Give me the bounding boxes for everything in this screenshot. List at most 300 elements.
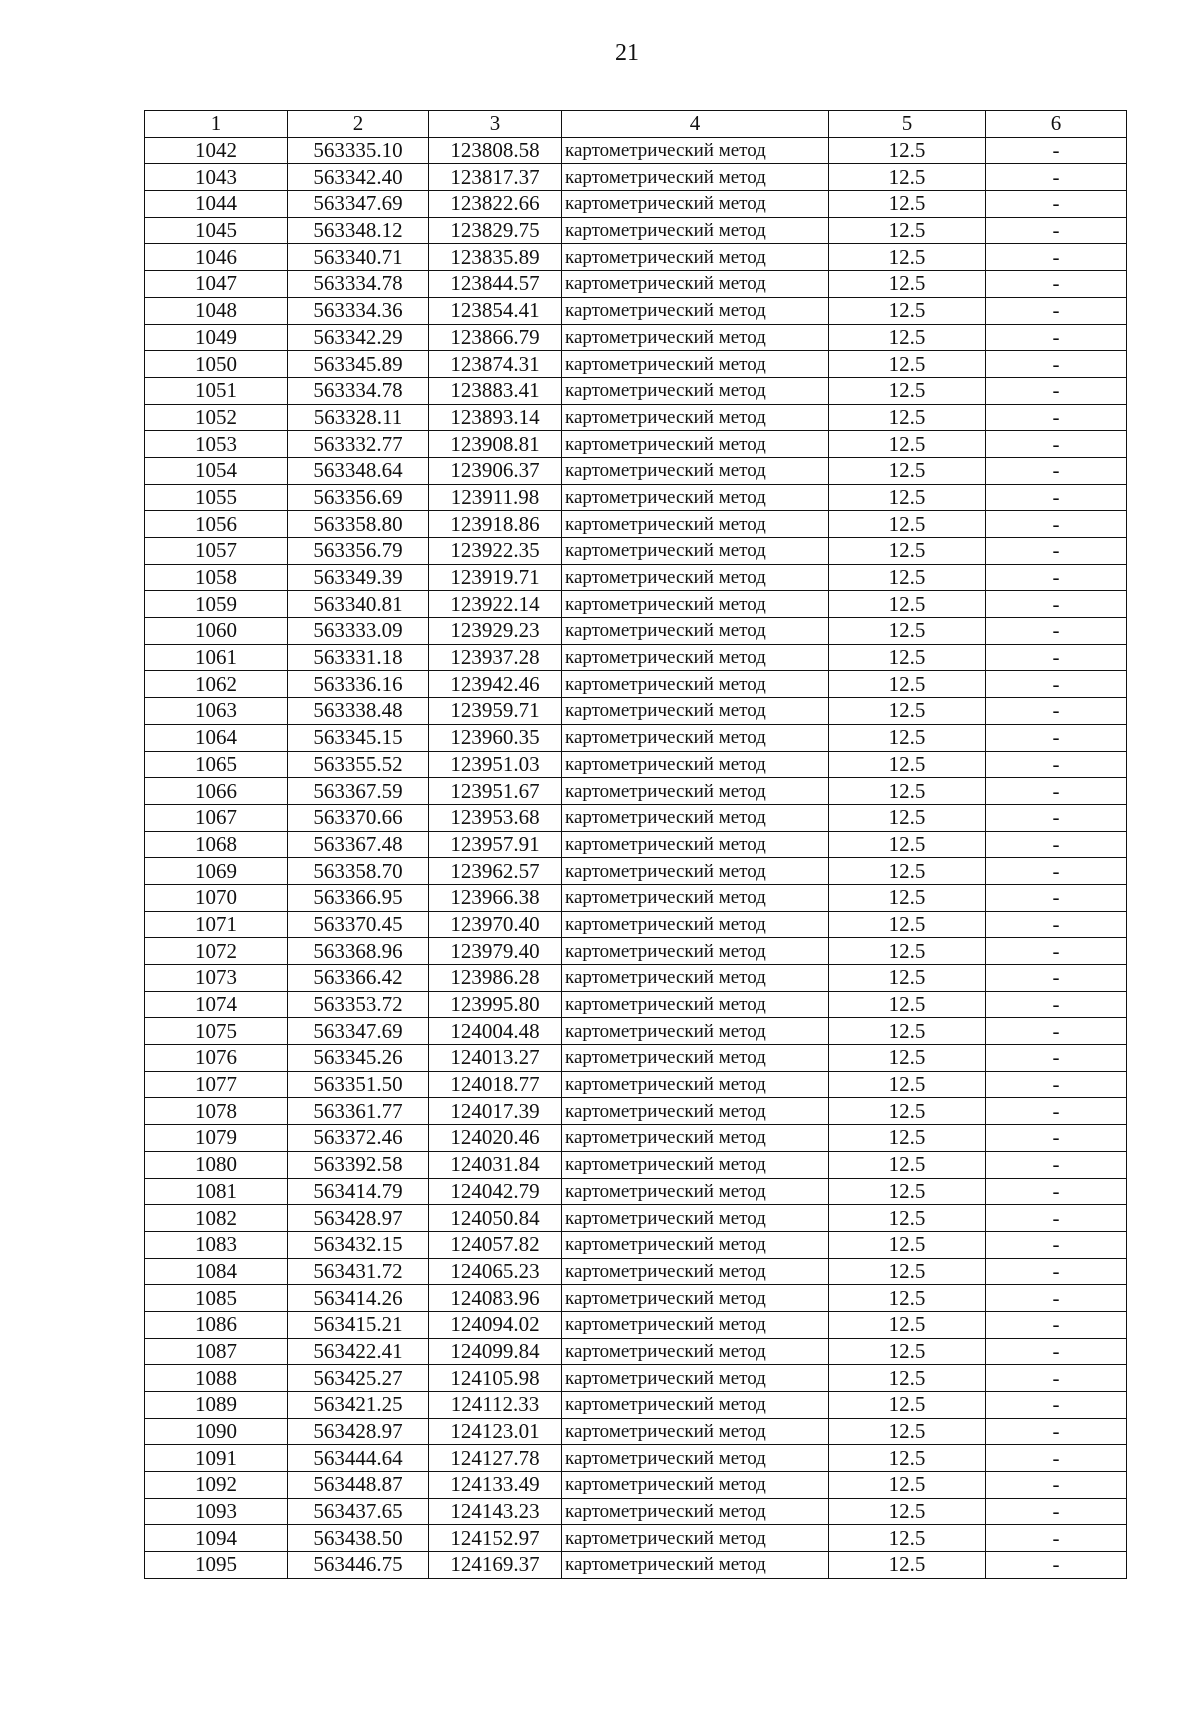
- y-coordinate-cell: 123808.58: [429, 137, 562, 164]
- point-number-cell: 1044: [145, 191, 288, 218]
- point-number-cell: 1074: [145, 991, 288, 1018]
- y-coordinate-cell: 123911.98: [429, 484, 562, 511]
- method-cell: картометрический метод: [562, 1472, 829, 1499]
- description-cell: -: [986, 1472, 1127, 1499]
- accuracy-cell: 12.5: [829, 724, 986, 751]
- description-cell: -: [986, 1498, 1127, 1525]
- y-coordinate-cell: 123874.31: [429, 351, 562, 378]
- point-number-cell: 1057: [145, 538, 288, 565]
- point-number-cell: 1052: [145, 404, 288, 431]
- point-number-cell: 1060: [145, 618, 288, 645]
- table-row: [145, 991, 1127, 1018]
- description-cell: -: [986, 271, 1127, 298]
- accuracy-cell: 12.5: [829, 591, 986, 618]
- method-cell: картометрический метод: [562, 244, 829, 271]
- table-row: [145, 1071, 1127, 1098]
- column-header: 5: [829, 111, 986, 138]
- table-row: [145, 457, 1127, 484]
- accuracy-cell: 12.5: [829, 1151, 986, 1178]
- method-cell: картометрический метод: [562, 671, 829, 698]
- point-number-cell: 1091: [145, 1445, 288, 1472]
- x-coordinate-cell: 563347.69: [288, 191, 429, 218]
- description-cell: -: [986, 884, 1127, 911]
- x-coordinate-cell: 563334.36: [288, 297, 429, 324]
- x-coordinate-cell: 563356.69: [288, 484, 429, 511]
- y-coordinate-cell: 123979.40: [429, 938, 562, 965]
- x-coordinate-cell: 563368.96: [288, 938, 429, 965]
- method-cell: картометрический метод: [562, 1151, 829, 1178]
- y-coordinate-cell: 124099.84: [429, 1338, 562, 1365]
- table-row: [145, 1498, 1127, 1525]
- y-coordinate-cell: 123951.03: [429, 751, 562, 778]
- page-number: 21: [615, 40, 639, 66]
- accuracy-cell: 12.5: [829, 1045, 986, 1072]
- accuracy-cell: 12.5: [829, 884, 986, 911]
- x-coordinate-cell: 563370.66: [288, 804, 429, 831]
- point-number-cell: 1043: [145, 164, 288, 191]
- description-cell: -: [986, 1125, 1127, 1152]
- table-row: [145, 1365, 1127, 1392]
- column-header: 2: [288, 111, 429, 138]
- accuracy-cell: 12.5: [829, 1498, 986, 1525]
- x-coordinate-cell: 563367.59: [288, 778, 429, 805]
- coordinates-table: [144, 110, 1127, 1579]
- table-row: [145, 751, 1127, 778]
- point-number-cell: 1086: [145, 1311, 288, 1338]
- x-coordinate-cell: 563372.46: [288, 1125, 429, 1152]
- table-row: [145, 1285, 1127, 1312]
- table-row: [145, 911, 1127, 938]
- point-number-cell: 1058: [145, 564, 288, 591]
- y-coordinate-cell: 123922.14: [429, 591, 562, 618]
- y-coordinate-cell: 123986.28: [429, 965, 562, 992]
- x-coordinate-cell: 563334.78: [288, 377, 429, 404]
- table-row: [145, 351, 1127, 378]
- accuracy-cell: 12.5: [829, 244, 986, 271]
- method-cell: картометрический метод: [562, 351, 829, 378]
- y-coordinate-cell: 124169.37: [429, 1552, 562, 1579]
- accuracy-cell: 12.5: [829, 297, 986, 324]
- accuracy-cell: 12.5: [829, 618, 986, 645]
- description-cell: -: [986, 137, 1127, 164]
- description-cell: -: [986, 191, 1127, 218]
- description-cell: -: [986, 1552, 1127, 1579]
- table-row: [145, 564, 1127, 591]
- y-coordinate-cell: 123951.67: [429, 778, 562, 805]
- point-number-cell: 1095: [145, 1552, 288, 1579]
- y-coordinate-cell: 124004.48: [429, 1018, 562, 1045]
- table-row: [145, 1311, 1127, 1338]
- x-coordinate-cell: 563421.25: [288, 1392, 429, 1419]
- table-row: [145, 1205, 1127, 1232]
- method-cell: картометрический метод: [562, 297, 829, 324]
- description-cell: -: [986, 457, 1127, 484]
- method-cell: картометрический метод: [562, 1365, 829, 1392]
- method-cell: картометрический метод: [562, 1045, 829, 1072]
- table-row: [145, 404, 1127, 431]
- description-cell: -: [986, 1071, 1127, 1098]
- description-cell: -: [986, 804, 1127, 831]
- accuracy-cell: 12.5: [829, 831, 986, 858]
- x-coordinate-cell: 563361.77: [288, 1098, 429, 1125]
- table-row: [145, 1045, 1127, 1072]
- y-coordinate-cell: 123929.23: [429, 618, 562, 645]
- y-coordinate-cell: 123942.46: [429, 671, 562, 698]
- y-coordinate-cell: 123970.40: [429, 911, 562, 938]
- point-number-cell: 1065: [145, 751, 288, 778]
- y-coordinate-cell: 123893.14: [429, 404, 562, 431]
- accuracy-cell: 12.5: [829, 431, 986, 458]
- point-number-cell: 1073: [145, 965, 288, 992]
- description-cell: -: [986, 1285, 1127, 1312]
- y-coordinate-cell: 124042.79: [429, 1178, 562, 1205]
- point-number-cell: 1066: [145, 778, 288, 805]
- description-cell: -: [986, 297, 1127, 324]
- description-cell: -: [986, 1045, 1127, 1072]
- description-cell: -: [986, 164, 1127, 191]
- method-cell: картометрический метод: [562, 884, 829, 911]
- description-cell: -: [986, 324, 1127, 351]
- description-cell: -: [986, 1258, 1127, 1285]
- description-cell: -: [986, 431, 1127, 458]
- accuracy-cell: 12.5: [829, 137, 986, 164]
- point-number-cell: 1062: [145, 671, 288, 698]
- description-cell: -: [986, 965, 1127, 992]
- table-row: [145, 884, 1127, 911]
- accuracy-cell: 12.5: [829, 1285, 986, 1312]
- point-number-cell: 1048: [145, 297, 288, 324]
- description-cell: -: [986, 351, 1127, 378]
- x-coordinate-cell: 563370.45: [288, 911, 429, 938]
- accuracy-cell: 12.5: [829, 271, 986, 298]
- accuracy-cell: 12.5: [829, 538, 986, 565]
- table-row: [145, 778, 1127, 805]
- description-cell: -: [986, 618, 1127, 645]
- description-cell: -: [986, 938, 1127, 965]
- accuracy-cell: 12.5: [829, 671, 986, 698]
- accuracy-cell: 12.5: [829, 1071, 986, 1098]
- y-coordinate-cell: 124065.23: [429, 1258, 562, 1285]
- accuracy-cell: 12.5: [829, 324, 986, 351]
- y-coordinate-cell: 124105.98: [429, 1365, 562, 1392]
- point-number-cell: 1077: [145, 1071, 288, 1098]
- x-coordinate-cell: 563342.29: [288, 324, 429, 351]
- table-row: [145, 164, 1127, 191]
- x-coordinate-cell: 563438.50: [288, 1525, 429, 1552]
- description-cell: -: [986, 1392, 1127, 1419]
- accuracy-cell: 12.5: [829, 1231, 986, 1258]
- x-coordinate-cell: 563347.69: [288, 1018, 429, 1045]
- y-coordinate-cell: 123854.41: [429, 297, 562, 324]
- method-cell: картометрический метод: [562, 1018, 829, 1045]
- table-row: [145, 1098, 1127, 1125]
- table-row: [145, 858, 1127, 885]
- point-number-cell: 1094: [145, 1525, 288, 1552]
- y-coordinate-cell: 124152.97: [429, 1525, 562, 1552]
- x-coordinate-cell: 563345.89: [288, 351, 429, 378]
- method-cell: картометрический метод: [562, 778, 829, 805]
- column-header: 1: [145, 111, 288, 138]
- accuracy-cell: 12.5: [829, 564, 986, 591]
- description-cell: -: [986, 511, 1127, 538]
- y-coordinate-cell: 124083.96: [429, 1285, 562, 1312]
- point-number-cell: 1072: [145, 938, 288, 965]
- x-coordinate-cell: 563348.64: [288, 457, 429, 484]
- x-coordinate-cell: 563431.72: [288, 1258, 429, 1285]
- y-coordinate-cell: 124143.23: [429, 1498, 562, 1525]
- point-number-cell: 1092: [145, 1472, 288, 1499]
- accuracy-cell: 12.5: [829, 858, 986, 885]
- method-cell: картометрический метод: [562, 191, 829, 218]
- table-row: [145, 484, 1127, 511]
- accuracy-cell: 12.5: [829, 1178, 986, 1205]
- description-cell: -: [986, 911, 1127, 938]
- point-number-cell: 1075: [145, 1018, 288, 1045]
- x-coordinate-cell: 563446.75: [288, 1552, 429, 1579]
- y-coordinate-cell: 123922.35: [429, 538, 562, 565]
- x-coordinate-cell: 563356.79: [288, 538, 429, 565]
- table-row: [145, 191, 1127, 218]
- method-cell: картометрический метод: [562, 1311, 829, 1338]
- description-cell: -: [986, 1098, 1127, 1125]
- x-coordinate-cell: 563353.72: [288, 991, 429, 1018]
- point-number-cell: 1064: [145, 724, 288, 751]
- table-row: [145, 938, 1127, 965]
- x-coordinate-cell: 563334.78: [288, 271, 429, 298]
- description-cell: -: [986, 671, 1127, 698]
- description-cell: -: [986, 1205, 1127, 1232]
- table-row: [145, 217, 1127, 244]
- x-coordinate-cell: 563444.64: [288, 1445, 429, 1472]
- method-cell: картометрический метод: [562, 591, 829, 618]
- accuracy-cell: 12.5: [829, 1365, 986, 1392]
- method-cell: картометрический метод: [562, 164, 829, 191]
- point-number-cell: 1067: [145, 804, 288, 831]
- accuracy-cell: 12.5: [829, 644, 986, 671]
- method-cell: картометрический метод: [562, 1392, 829, 1419]
- y-coordinate-cell: 124050.84: [429, 1205, 562, 1232]
- point-number-cell: 1078: [145, 1098, 288, 1125]
- method-cell: картометрический метод: [562, 377, 829, 404]
- description-cell: -: [986, 1338, 1127, 1365]
- table-row: [145, 1445, 1127, 1472]
- x-coordinate-cell: 563333.09: [288, 618, 429, 645]
- table-row: [145, 244, 1127, 271]
- table-row: [145, 297, 1127, 324]
- method-cell: картометрический метод: [562, 1258, 829, 1285]
- table-row: [145, 1258, 1127, 1285]
- y-coordinate-cell: 124020.46: [429, 1125, 562, 1152]
- table-row: [145, 511, 1127, 538]
- accuracy-cell: 12.5: [829, 1445, 986, 1472]
- y-coordinate-cell: 123908.81: [429, 431, 562, 458]
- accuracy-cell: 12.5: [829, 1392, 986, 1419]
- method-cell: картометрический метод: [562, 511, 829, 538]
- x-coordinate-cell: 563358.70: [288, 858, 429, 885]
- point-number-cell: 1059: [145, 591, 288, 618]
- method-cell: картометрический метод: [562, 644, 829, 671]
- description-cell: -: [986, 724, 1127, 751]
- y-coordinate-cell: 123962.57: [429, 858, 562, 885]
- accuracy-cell: 12.5: [829, 938, 986, 965]
- point-number-cell: 1063: [145, 698, 288, 725]
- method-cell: картометрический метод: [562, 1098, 829, 1125]
- x-coordinate-cell: 563414.79: [288, 1178, 429, 1205]
- y-coordinate-cell: 123906.37: [429, 457, 562, 484]
- method-cell: картометрический метод: [562, 324, 829, 351]
- y-coordinate-cell: 123960.35: [429, 724, 562, 751]
- point-number-cell: 1068: [145, 831, 288, 858]
- point-number-cell: 1047: [145, 271, 288, 298]
- x-coordinate-cell: 563422.41: [288, 1338, 429, 1365]
- description-cell: -: [986, 751, 1127, 778]
- method-cell: картометрический метод: [562, 1338, 829, 1365]
- method-cell: картометрический метод: [562, 431, 829, 458]
- description-cell: -: [986, 538, 1127, 565]
- table-row: [145, 671, 1127, 698]
- x-coordinate-cell: 563345.15: [288, 724, 429, 751]
- accuracy-cell: 12.5: [829, 804, 986, 831]
- column-header: 6: [986, 111, 1127, 138]
- table-row: [145, 644, 1127, 671]
- description-cell: -: [986, 404, 1127, 431]
- table-row: [145, 1525, 1127, 1552]
- point-number-cell: 1056: [145, 511, 288, 538]
- y-coordinate-cell: 123995.80: [429, 991, 562, 1018]
- x-coordinate-cell: 563340.81: [288, 591, 429, 618]
- y-coordinate-cell: 124123.01: [429, 1418, 562, 1445]
- table-row: [145, 1552, 1127, 1579]
- x-coordinate-cell: 563331.18: [288, 644, 429, 671]
- x-coordinate-cell: 563448.87: [288, 1472, 429, 1499]
- point-number-cell: 1084: [145, 1258, 288, 1285]
- y-coordinate-cell: 123953.68: [429, 804, 562, 831]
- description-cell: -: [986, 778, 1127, 805]
- table-row: [145, 377, 1127, 404]
- accuracy-cell: 12.5: [829, 1525, 986, 1552]
- accuracy-cell: 12.5: [829, 164, 986, 191]
- point-number-cell: 1054: [145, 457, 288, 484]
- y-coordinate-cell: 123835.89: [429, 244, 562, 271]
- column-header: 3: [429, 111, 562, 138]
- y-coordinate-cell: 123883.41: [429, 377, 562, 404]
- description-cell: -: [986, 564, 1127, 591]
- table-row: [145, 324, 1127, 351]
- method-cell: картометрический метод: [562, 804, 829, 831]
- method-cell: картометрический метод: [562, 965, 829, 992]
- table-row: [145, 724, 1127, 751]
- table-row: [145, 831, 1127, 858]
- method-cell: картометрический метод: [562, 404, 829, 431]
- point-number-cell: 1090: [145, 1418, 288, 1445]
- point-number-cell: 1071: [145, 911, 288, 938]
- method-cell: картометрический метод: [562, 698, 829, 725]
- table-row: [145, 1472, 1127, 1499]
- description-cell: -: [986, 377, 1127, 404]
- accuracy-cell: 12.5: [829, 217, 986, 244]
- table-row: [145, 1178, 1127, 1205]
- method-cell: картометрический метод: [562, 1125, 829, 1152]
- y-coordinate-cell: 123937.28: [429, 644, 562, 671]
- method-cell: картометрический метод: [562, 858, 829, 885]
- description-cell: -: [986, 1311, 1127, 1338]
- method-cell: картометрический метод: [562, 1285, 829, 1312]
- table-row: [145, 271, 1127, 298]
- y-coordinate-cell: 123918.86: [429, 511, 562, 538]
- description-cell: -: [986, 1418, 1127, 1445]
- table-row: [145, 965, 1127, 992]
- y-coordinate-cell: 124031.84: [429, 1151, 562, 1178]
- y-coordinate-cell: 123966.38: [429, 884, 562, 911]
- x-coordinate-cell: 563332.77: [288, 431, 429, 458]
- method-cell: картометрический метод: [562, 1525, 829, 1552]
- method-cell: картометрический метод: [562, 217, 829, 244]
- method-cell: картометрический метод: [562, 1445, 829, 1472]
- y-coordinate-cell: 124017.39: [429, 1098, 562, 1125]
- x-coordinate-cell: 563425.27: [288, 1365, 429, 1392]
- method-cell: картометрический метод: [562, 938, 829, 965]
- accuracy-cell: 12.5: [829, 511, 986, 538]
- table-row: [145, 1338, 1127, 1365]
- table-row: [145, 804, 1127, 831]
- accuracy-cell: 12.5: [829, 991, 986, 1018]
- table-header-row: [145, 111, 1127, 138]
- description-cell: -: [986, 1178, 1127, 1205]
- method-cell: картометрический метод: [562, 1205, 829, 1232]
- x-coordinate-cell: 563338.48: [288, 698, 429, 725]
- x-coordinate-cell: 563349.39: [288, 564, 429, 591]
- method-cell: картометрический метод: [562, 1071, 829, 1098]
- description-cell: -: [986, 1445, 1127, 1472]
- method-cell: картометрический метод: [562, 538, 829, 565]
- table-body: [145, 137, 1127, 1578]
- x-coordinate-cell: 563342.40: [288, 164, 429, 191]
- method-cell: картометрический метод: [562, 1418, 829, 1445]
- point-number-cell: 1093: [145, 1498, 288, 1525]
- x-coordinate-cell: 563428.97: [288, 1418, 429, 1445]
- point-number-cell: 1050: [145, 351, 288, 378]
- method-cell: картометрический метод: [562, 271, 829, 298]
- accuracy-cell: 12.5: [829, 751, 986, 778]
- method-cell: картометрический метод: [562, 724, 829, 751]
- description-cell: -: [986, 1231, 1127, 1258]
- description-cell: -: [986, 644, 1127, 671]
- point-number-cell: 1055: [145, 484, 288, 511]
- x-coordinate-cell: 563328.11: [288, 404, 429, 431]
- method-cell: картометрический метод: [562, 1231, 829, 1258]
- y-coordinate-cell: 124057.82: [429, 1231, 562, 1258]
- method-cell: картометрический метод: [562, 1552, 829, 1579]
- table-row: [145, 618, 1127, 645]
- y-coordinate-cell: 124112.33: [429, 1392, 562, 1419]
- table-row: [145, 1125, 1127, 1152]
- y-coordinate-cell: 123829.75: [429, 217, 562, 244]
- y-coordinate-cell: 123919.71: [429, 564, 562, 591]
- x-coordinate-cell: 563345.26: [288, 1045, 429, 1072]
- accuracy-cell: 12.5: [829, 404, 986, 431]
- accuracy-cell: 12.5: [829, 911, 986, 938]
- description-cell: -: [986, 1525, 1127, 1552]
- table-row: [145, 137, 1127, 164]
- x-coordinate-cell: 563414.26: [288, 1285, 429, 1312]
- point-number-cell: 1083: [145, 1231, 288, 1258]
- y-coordinate-cell: 124133.49: [429, 1472, 562, 1499]
- x-coordinate-cell: 563428.97: [288, 1205, 429, 1232]
- point-number-cell: 1046: [145, 244, 288, 271]
- accuracy-cell: 12.5: [829, 698, 986, 725]
- y-coordinate-cell: 123844.57: [429, 271, 562, 298]
- table-row: [145, 431, 1127, 458]
